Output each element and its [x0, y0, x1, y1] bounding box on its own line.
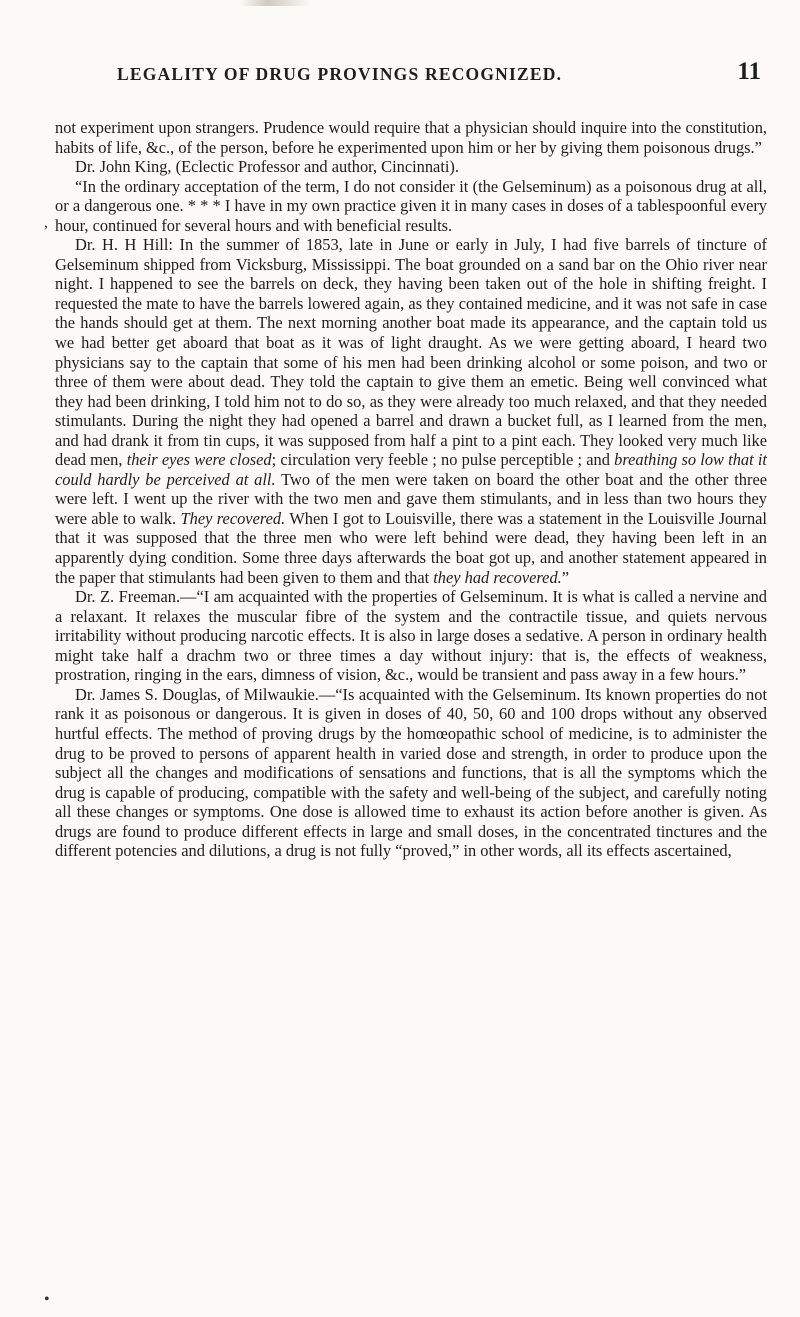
body-text: [55, 118, 767, 861]
text-run: ; circulation very feeble ; no pulse perceptible ; and: [271, 450, 615, 470]
text-run: “In the ordinary acceptation of the term, I do not consider it (the Gelseminum) as a poisonous drug at all, or a dangerous one. * * * I have in my own practice given it in many cases in doses of a tablespoonful every hour, continued for several hours and with beneficial results.: [55, 176, 767, 235]
text-run: Dr. Z. Freeman.—“I am acquainted with the properties of Gelseminum. It is what is called a nervine and a relaxant. It relaxes the muscular fibre of the system and the contractile tissue, and quiets nervous irritability without producing narcotic effects. It is also in large doses a sedative. A person in ordinary health might take half a drachm two or three times a day without injury: that is, the effects of weakness, prostration, ringing in the ears, dimness of vision, &c., would be transient and pass away in a few hours.”: [55, 587, 767, 685]
italic-text: They recovered.: [180, 508, 286, 528]
running-title: LEGALITY OF DRUG PROVINGS RECOGNIZED.: [117, 64, 563, 84]
running-head: [55, 58, 767, 98]
text-run: not experiment upon strangers. Prudence would require that a physician should inquire into the constitution, habits of life, &c., of the person, before he experimented upon him or her by giving them poisonous drugs.”: [55, 118, 767, 157]
paragraph: [55, 177, 767, 236]
margin-mark: ,: [44, 214, 48, 231]
text-run: Dr. John King, (Eclectic Professor and author, Cincinnati).: [75, 157, 459, 177]
paragraph: [55, 235, 767, 587]
book-page: [55, 58, 767, 861]
paragraph: [55, 157, 767, 177]
text-run: When I got to Louisville, there was a statement in the Louisville Journal that it was supposed that the three men who were left behind were dead, they having been left in an apparently dying condition. Some three days afterwards the boat got up, and another statement appeared in the paper that stimulants had been given to them and that: [55, 508, 767, 587]
text-run: Dr. James S. Douglas, of Milwaukie.—“Is acquainted with the Gelseminum. Its known properties do not rank it as poisonous or dangerous. It is given in doses of 40, 50, 60 and 100 drops without any observed hurtful effects. The method of proving drugs by the homœopathic school of medicine, is to administer the drug to be proved to persons of apparent health in varied dose and strength, in order to produce upon the subject all the changes and modifications of sensations and functions, that is all the symptoms which the drug is capable of producing, compatible with the safety and well-being of the subject, and carefully noting all these changes or symptoms. One dose is allowed time to exhaust its action before another is given. As drugs are found to produce different effects in large and small doses, in the concentrated tinctures and the different potencies and dilutions, a drug is not fully “proved,” in other words, all its effects ascertained,: [55, 684, 767, 861]
italic-text: breathing so low that it could hardly be perceived at all.: [55, 450, 767, 489]
scan-artifact: [240, 0, 310, 6]
margin-mark: •: [44, 1291, 50, 1308]
paragraph: [55, 118, 767, 157]
text-run: Dr. H. H Hill: In the summer of 1853, late in June or early in July, I had five barrels of tincture of Gelseminum shipped from Vicksburg, Mississippi. The boat grounded on a sand bar on the Ohio river near night. I happened to see the barrels on deck, they having been taken out of the hole in shifting freight. I requested the mate to have the barrels lowered again, as they contained medicine, and it was not safe in case the hands should get at them. The next morning another boat made its appearance, and the captain told us we had better get aboard that boat as it was of light draught. As we were getting aboard, I heard two physicians say to the captain that some of his men had been drinking alcohol or some poison, and two or three of them were about dead. They told the captain to give them an emetic. Being well convinced what they had been drinking, I told him not to do so, as they were already too much relaxed, and that they needed stimulants. During the night they had opened a barrel and drawn a bucket full, as I learned from the men, and had drank it from tin cups, it was supposed from half a pint to a pint each. They looked very much like dead men,: [55, 235, 767, 470]
paragraph: [55, 587, 767, 685]
page-number: 11: [737, 58, 761, 85]
italic-text: their eyes were closed: [126, 450, 272, 470]
italic-text: they had recovered.: [433, 567, 562, 587]
text-run: ”: [561, 567, 570, 587]
paragraph: [55, 685, 767, 861]
text-run: Two of the men were taken on board the other boat and the other three were left. I went up the river with the two men and gave them stimulants, and in less than two hours they were able to walk.: [55, 469, 767, 528]
